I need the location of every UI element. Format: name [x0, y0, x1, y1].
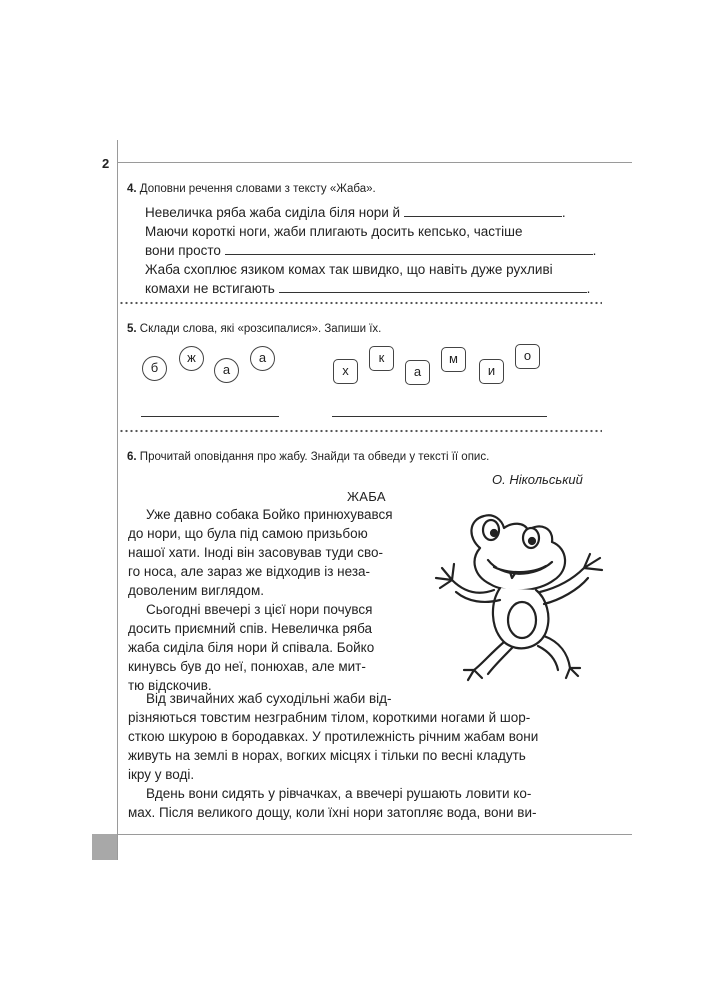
task6-heading [127, 451, 489, 463]
letter-square: м [441, 347, 466, 372]
letter-circle: ж [179, 346, 204, 371]
story-paragraph-1 [128, 505, 426, 600]
page-number: 2 [102, 156, 110, 171]
story-line: різняються товстим незграбним тілом, короткими ногами й шор- [128, 710, 531, 725]
story-line: живуть на землі в норах, вогких місцях і тільки по весні кладуть [128, 748, 526, 763]
task4-line2: Маючи короткі ноги, жаби плигають досить кепсько, частіше [145, 224, 523, 239]
task4-dot1: . [561, 205, 566, 220]
story-line: Сьогодні ввечері з цієї нори почувся [146, 602, 373, 617]
task4-dot3: . [586, 281, 591, 296]
story-line: Уже давно собака Бойко принюхувався [146, 507, 393, 522]
story-line: кинувсь був до неї, понюхав, але мит- [128, 659, 366, 674]
task6-number: 6. [127, 451, 137, 463]
task4-line3: вони просто [145, 243, 221, 258]
story-line: нашої хати. Іноді він засовував туди сво- [128, 545, 384, 560]
task4-line4: Жаба схоплює язиком комах так швидко, що навіть дуже рухливі [145, 262, 553, 277]
task5-heading [127, 323, 381, 335]
letter-square: к [369, 346, 394, 371]
page-margin-line [117, 140, 118, 860]
task4-instruction: Доповни речення словами з тексту «Жаба». [139, 183, 376, 195]
letter-square: х [333, 359, 358, 384]
story-paragraph-2 [128, 600, 426, 695]
frog-illustration [428, 508, 618, 683]
page-top-rule [117, 162, 632, 163]
task4-line1: Невеличка ряба жаба сиділа біля нори й [145, 205, 401, 220]
story-line: до нори, що була під самою призьбою [128, 526, 368, 541]
task4-sentence3-end [145, 279, 602, 298]
story-author: О. Нікольський [492, 472, 583, 487]
task4-blank3[interactable] [279, 280, 587, 293]
story-line: Від звичайних жаб суходільні жаби від- [146, 691, 392, 706]
story-paragraph-4 [128, 784, 602, 822]
story-paragraph-3 [128, 689, 602, 784]
story-line: тю відскочив. [128, 678, 212, 693]
task4-blank2[interactable] [225, 242, 593, 255]
story-line: мах. Після великого дощу, коли їхні нори затопляє вода, вони ви- [128, 805, 537, 820]
task4-heading [127, 183, 376, 195]
letter-square: а [405, 360, 430, 385]
story-line: досить приємний спів. Невеличка ряба [128, 621, 373, 636]
letter-circle: а [214, 358, 239, 383]
task4-sentence1 [145, 203, 602, 222]
story-line: доволеним виглядом. [128, 583, 264, 598]
story-line: жаба сиділа біля нори й співала. Бойко [128, 640, 375, 655]
page-bottom-rule [117, 834, 632, 835]
task4-blank1[interactable] [404, 204, 562, 217]
task4-dot2: . [592, 243, 597, 258]
task4-line5: комахи не встигають [145, 281, 275, 296]
letter-circle: б [142, 356, 167, 381]
task4-sentence2-end [145, 241, 602, 260]
story-line: го носа, але зараз же відходив із неза- [128, 564, 371, 579]
letter-circle: а [250, 346, 275, 371]
story-line: Вдень вони сидять у рівчачках, а ввечері рушають ловити ко- [146, 786, 532, 801]
task5-instruction: Склади слова, які «розсипалися». Запиши їх. [139, 323, 382, 335]
dotted-separator [119, 301, 602, 305]
story-line: ікру у воді. [128, 767, 195, 782]
story-line: сткою шкурою в бородавках. У протилежність річним жабам вони [128, 729, 539, 744]
task4-number: 4. [127, 183, 137, 195]
letter-square: о [515, 344, 540, 369]
task6-instruction: Прочитай оповідання про жабу. Знайди та обведи у тексті її опис. [139, 451, 490, 463]
page-corner-block [92, 834, 117, 860]
task4-text [145, 203, 602, 298]
task5-number: 5. [127, 323, 137, 335]
story-title: ЖАБА [347, 489, 386, 504]
answer-line-word2[interactable] [332, 416, 547, 417]
letter-square: и [479, 359, 504, 384]
answer-line-word1[interactable] [141, 416, 279, 417]
dotted-separator [119, 429, 602, 433]
